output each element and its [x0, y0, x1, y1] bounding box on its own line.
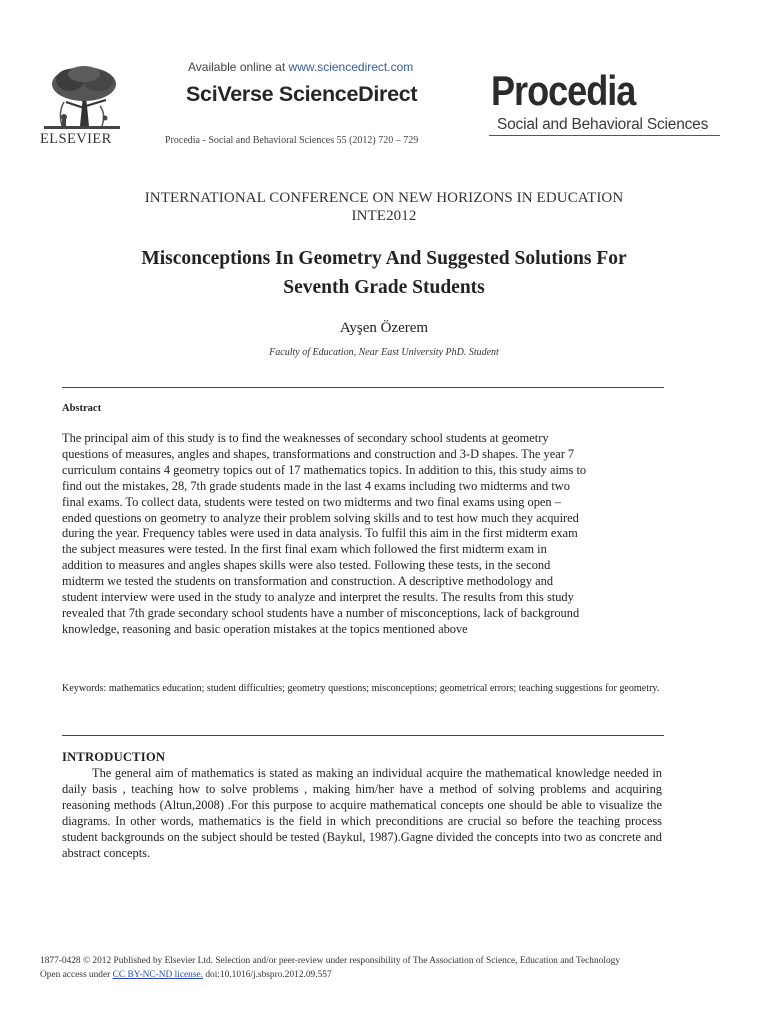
author-name: Ayşen Özerem	[339, 320, 429, 336]
available-prefix: Available online at	[188, 60, 289, 74]
journal-citation: Procedia - Social and Behavioral Sciences 55 (2012) 720 – 729	[165, 135, 419, 146]
conference-name	[0, 189, 768, 225]
doi: doi:10.1016/j.sbspro.2012.09.557	[202, 970, 332, 980]
abstract-top-divider	[62, 387, 664, 388]
abstract-line: ended questions on geometry to analyze their problem solving skills and to test how much they acquired	[62, 510, 579, 525]
abstract-line: find out the mistakes, 28, 7th grade students made in the last 4 exams including two midterms and two	[62, 478, 570, 493]
platform-name: SciVerse ScienceDirect	[186, 82, 418, 106]
keywords: Keywords: mathematics education; student difficulties; geometry questions; misconceptions; geometrical errors; teaching suggestions for geometry.	[62, 683, 660, 694]
sciencedirect-link[interactable]: www.sciencedirect.com	[288, 60, 414, 74]
journal-brand-divider	[489, 135, 720, 136]
abstract-line: final exams. To collect data, students were tested on two midterms and two final exams using open –	[62, 494, 561, 509]
conference-line-1: INTERNATIONAL CONFERENCE ON NEW HORIZONS IN EDUCATION	[144, 190, 624, 206]
abstract-line: addition to measures and angles shapes skills were also tested. Following these tests, in the second	[62, 558, 551, 573]
abstract-heading: Abstract	[62, 403, 102, 414]
abstract-line: the subject measures were tested. In the first final exam which followed the first midterm exam in	[62, 542, 547, 557]
elsevier-wordmark: ELSEVIER	[40, 131, 112, 147]
available-online-note	[188, 60, 413, 74]
abstract-line: knowledge, reasoning and basic operation mistakes at the topics mentioned above	[62, 621, 468, 636]
journal-subtitle: Social and Behavioral Sciences	[497, 116, 709, 133]
journal-brand: Procedia	[491, 67, 636, 114]
abstract-line: student interview were used in the study to analyze and interpret the results. The results from this study	[62, 590, 574, 605]
license-line	[40, 970, 332, 980]
abstract-bottom-divider	[62, 735, 664, 736]
abstract-line: revealed that 7th grade secondary school students have a number of misconceptions, lack of background	[62, 605, 580, 620]
license-link[interactable]: CC BY-NC-ND license.	[112, 970, 203, 980]
copyright-line: 1877-0428 © 2012 Published by Elsevier Ltd. Selection and/or peer-review under responsibility of The Association of Science, Education and Technology	[40, 956, 621, 966]
article-title	[0, 244, 768, 302]
author-affiliation: Faculty of Education, Near East University PhD. Student	[269, 347, 499, 358]
abstract-line: curriculum contains 4 geometry topics out of 17 mathematics topics. In addition to this, this study aims to	[62, 462, 587, 477]
abstract-line: midterm we tested the students on transformation and construction. A descriptive methodology and	[62, 574, 554, 589]
abstract-body	[62, 431, 662, 638]
abstract-line: The principal aim of this study is to find the weaknesses of secondary school students at geometry	[62, 431, 549, 445]
abstract-line: questions of measures, angles and shapes, transformations and construction and 3-D shapes. The year 7	[62, 446, 575, 461]
conference-line-2: INTE2012	[351, 208, 417, 224]
introduction-heading: INTRODUCTION	[62, 750, 166, 764]
article-title-line-1: Misconceptions In Geometry And Suggested Solutions For	[141, 248, 627, 269]
introduction-body: The general aim of mathematics is stated as making an individual acquire the mathematical knowledge needed in daily basis , teaching how to solve problems , making him/her have a method of solving problems and acquiring reasoning methods (Altun,2008) .For this purpose to acquire mathematical concepts one should be able to visualize the diagrams. In other words, mathematics is the field in which preconditions are crucial so before the teaching process student backgrounds on the subject should be tested (Baykul, 1987).Gagne divided the concepts into two as concrete and abstract concepts.	[62, 766, 662, 860]
abstract-line: during the year. Frequency tables were used in data analysis. To fulfil this aim in the first midterm exam	[62, 526, 578, 541]
open-access-prefix: Open access under	[40, 970, 113, 980]
article-title-line-2: Seventh Grade Students	[283, 277, 485, 298]
